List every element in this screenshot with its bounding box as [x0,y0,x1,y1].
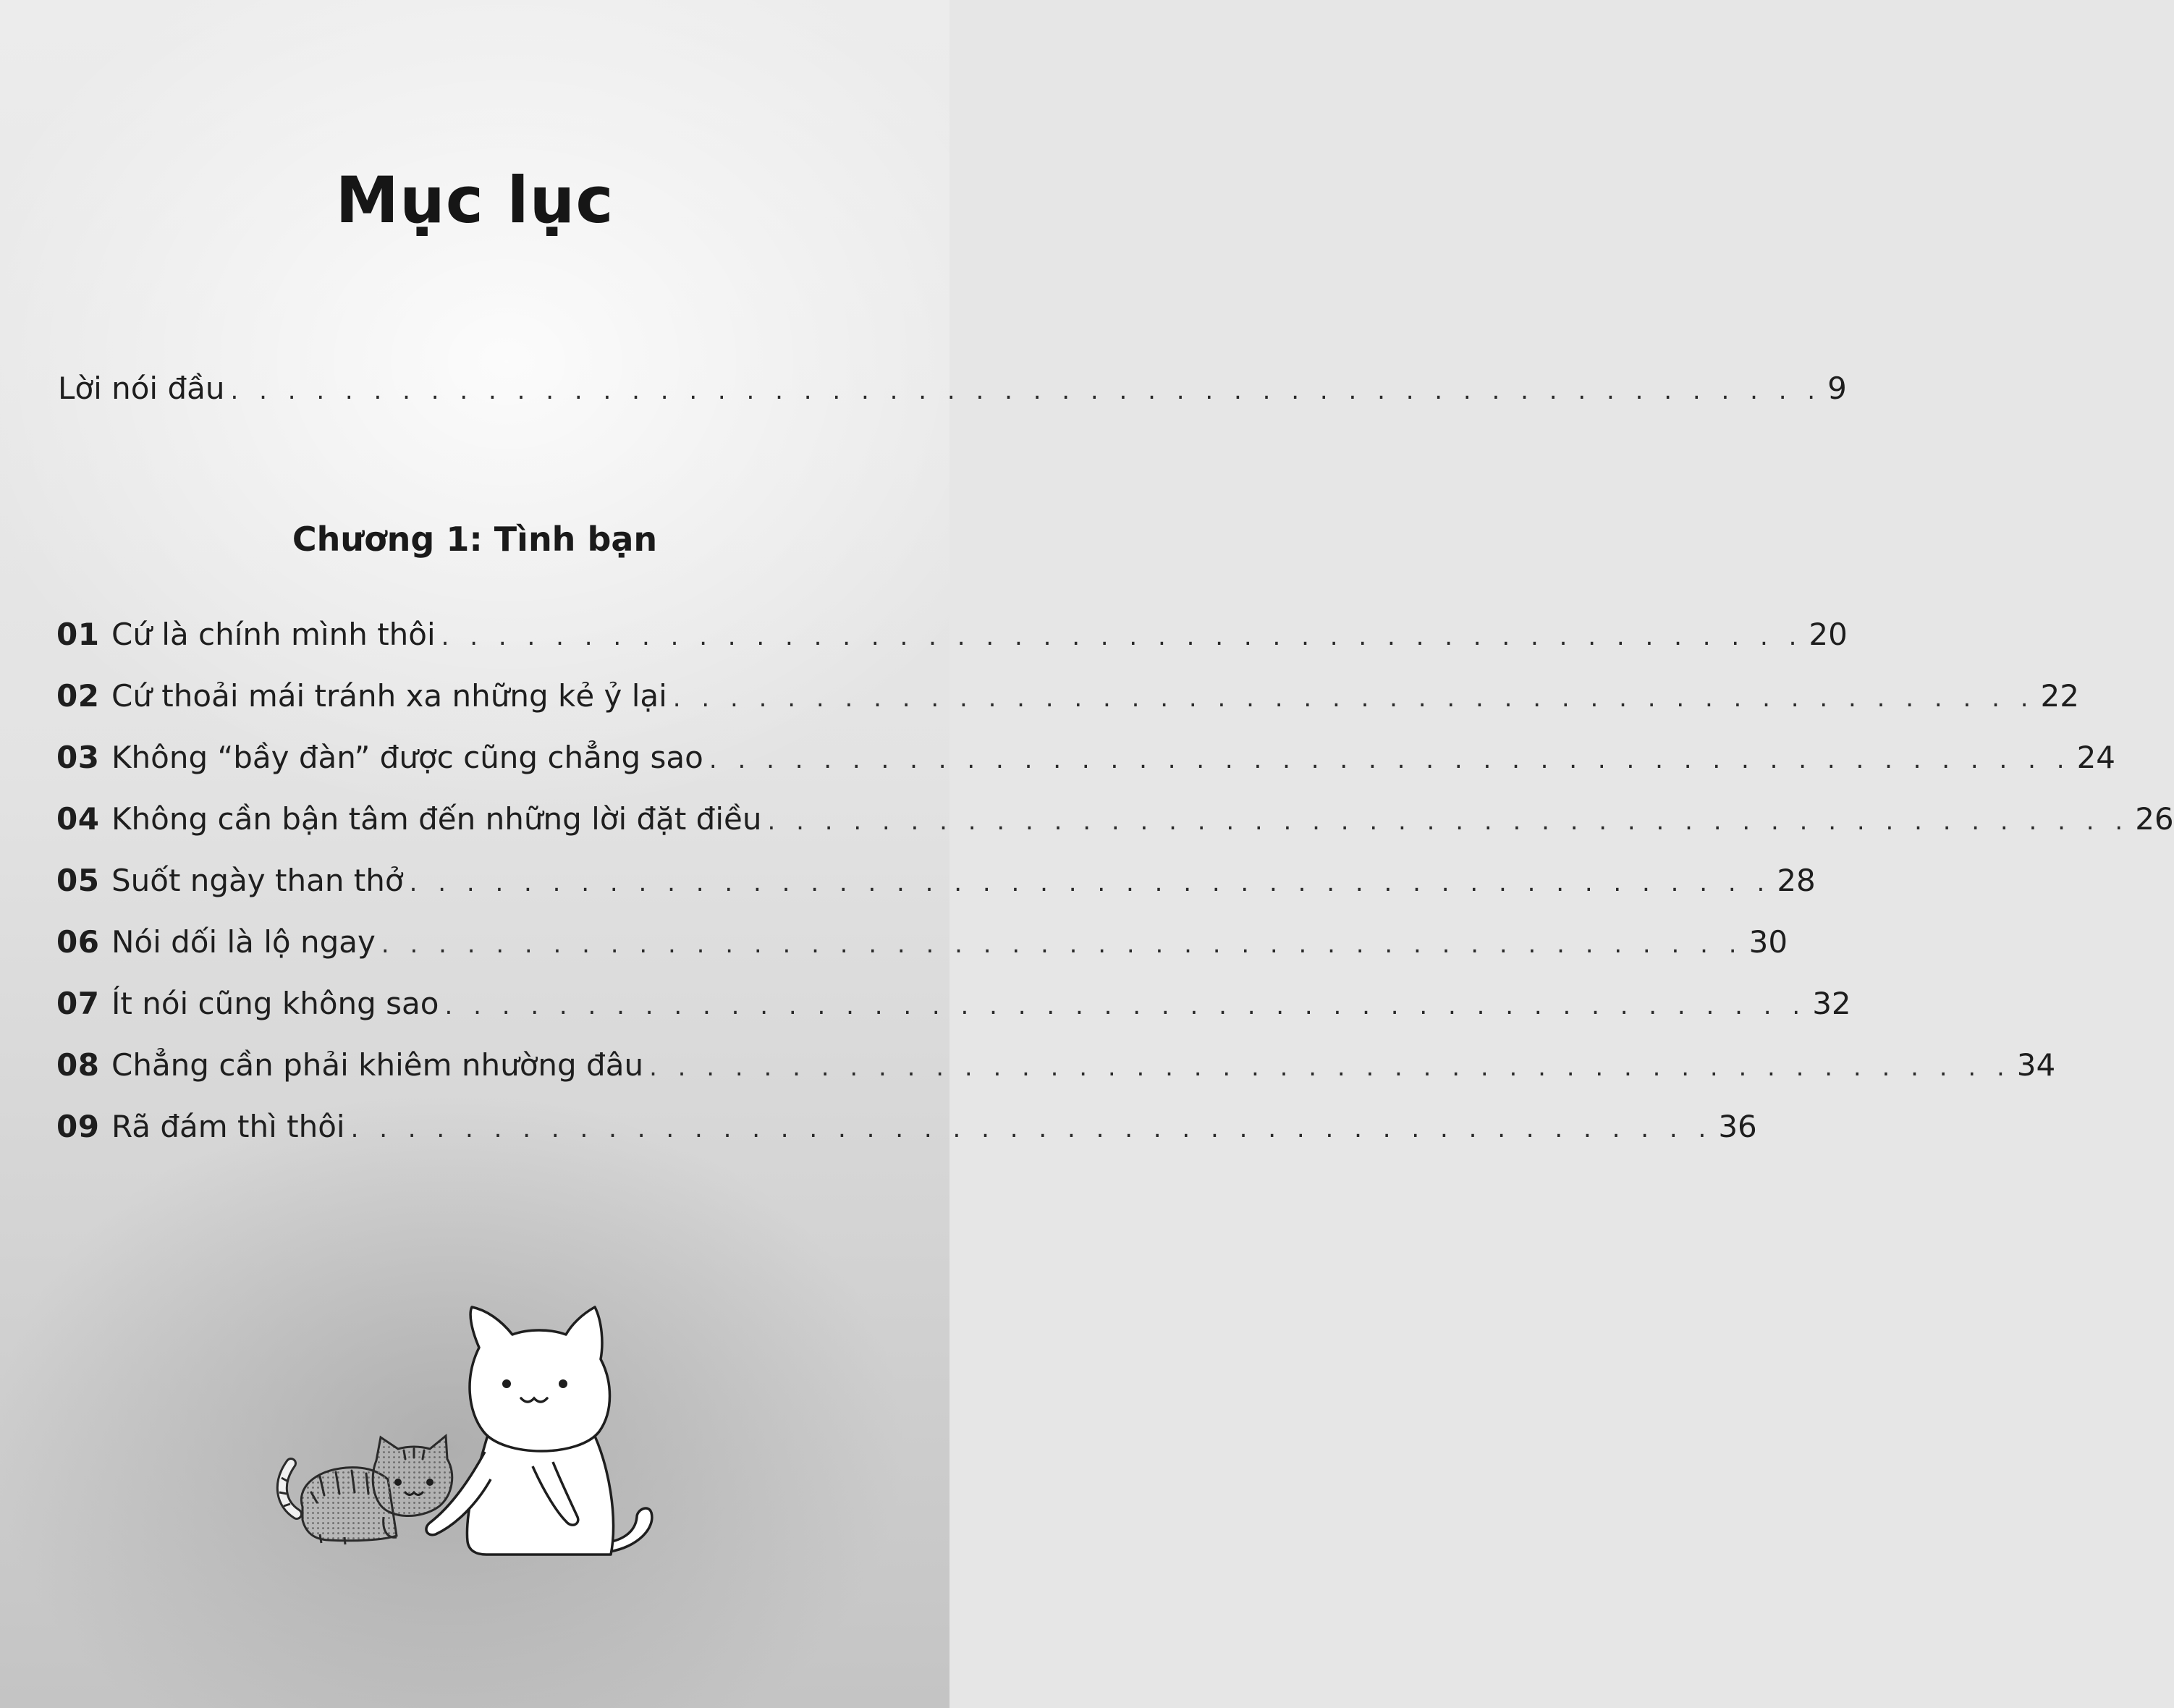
toc-entry-number: 01 [56,617,100,652]
toc-entry-title: Cứ thoải mái tránh xa những kẻ ỷ lại [111,678,667,714]
white-cat-icon [426,1307,652,1555]
dot-leader: . . . . . . . . . . . . . . . . . . . . . . . . . . . . . . . . . . . . . . . . . . . . . . . . [441,622,1803,651]
chapter-title: Chương 1: Tình bạn [292,520,658,559]
toc-entry-title: Không cần bận tâm đến những lời đặt điều [111,801,762,837]
toc-entry-title: Nói dối là lộ ngay [111,924,376,960]
toc-entry [56,863,1816,924]
toc-entry-title: Cứ là chính mình thôi [111,617,436,652]
toc-entry [56,924,1788,986]
dot-leader: . . . . . . . . . . . . . . . . . . . . . . . . . . . . . . . . . . . . . . . . . . . . . . . . [409,868,1772,897]
toc-entry-page: 28 [1777,863,1816,898]
toc-entry [56,986,1851,1047]
page-title: Mục lục [335,163,614,237]
toc-entry-title: Không “bầy đàn” được cũng chẳng sao [111,740,703,775]
toc-entry-page: 24 [2076,740,2116,775]
toc-entry-number: 05 [56,863,100,898]
toc-entry-page: 34 [2016,1047,2056,1083]
toc-entry-number: 09 [56,1109,100,1144]
toc-entry-page: 22 [2040,678,2079,714]
toc-entry-page: 36 [1718,1109,1757,1144]
toc-entry-number: 08 [56,1047,100,1083]
toc-entry-number: 06 [56,924,100,960]
toc-entry [56,801,2174,863]
toc-entry-title: Suốt ngày than thở [111,863,404,898]
toc-entry [56,678,2079,740]
dot-leader: . . . . . . . . . . . . . . . . . . . . . . . . . . . . . . . . . . . . . . . . . . . . . . . . [672,684,2035,713]
dot-leader: . . . . . . . . . . . . . . . . . . . . . . . . . . . . . . . . . . . . . . . . . . . . . . . . [444,992,1807,1020]
dot-leader: . . . . . . . . . . . . . . . . . . . . . . . . . . . . . . . . . . . . . . . . . . . . . . . . . . . . . . . . [230,376,1822,405]
toc-preface [58,371,1847,406]
toc-entry-page: 20 [1809,617,1848,652]
toc-entry-title: Ít nói cũng không sao [111,986,439,1021]
dot-leader: . . . . . . . . . . . . . . . . . . . . . . . . . . . . . . . . . . . . . . . . . . . . . . . . [649,1053,2011,1082]
toc-entry-title: Rã đám thì thôi [111,1109,345,1144]
cats-illustration [275,1303,709,1578]
toc-entry-list [56,617,2174,1170]
toc-entry [56,740,2116,801]
toc-entry-page: 32 [1812,986,1851,1021]
toc-entry-number: 07 [56,986,100,1021]
toc-entry-page: 30 [1748,924,1788,960]
toc-entry-title: Chẳng cần phải khiêm nhường đâu [111,1047,644,1083]
toc-entry [56,1109,1757,1170]
dot-leader: . . . . . . . . . . . . . . . . . . . . . . . . . . . . . . . . . . . . . . . . . . . . . . . . [709,745,2071,774]
toc-entry-page: 26 [2135,801,2174,837]
toc-entry [56,1047,2056,1109]
toc-entry-number: 04 [56,801,100,837]
toc-entry-number: 03 [56,740,100,775]
dot-leader: . . . . . . . . . . . . . . . . . . . . . . . . . . . . . . . . . . . . . . . . . . . . . . . . [350,1115,1713,1143]
toc-entry [56,617,1848,678]
dot-leader: . . . . . . . . . . . . . . . . . . . . . . . . . . . . . . . . . . . . . . . . . . . . . . . . [381,930,1743,959]
dot-leader: . . . . . . . . . . . . . . . . . . . . . . . . . . . . . . . . . . . . . . . . . . . . . . . . [767,807,2130,836]
toc-preface-page: 9 [1827,371,1847,406]
toc-preface-label: Lời nói đầu [58,371,225,406]
toc-entry-number: 02 [56,678,100,714]
